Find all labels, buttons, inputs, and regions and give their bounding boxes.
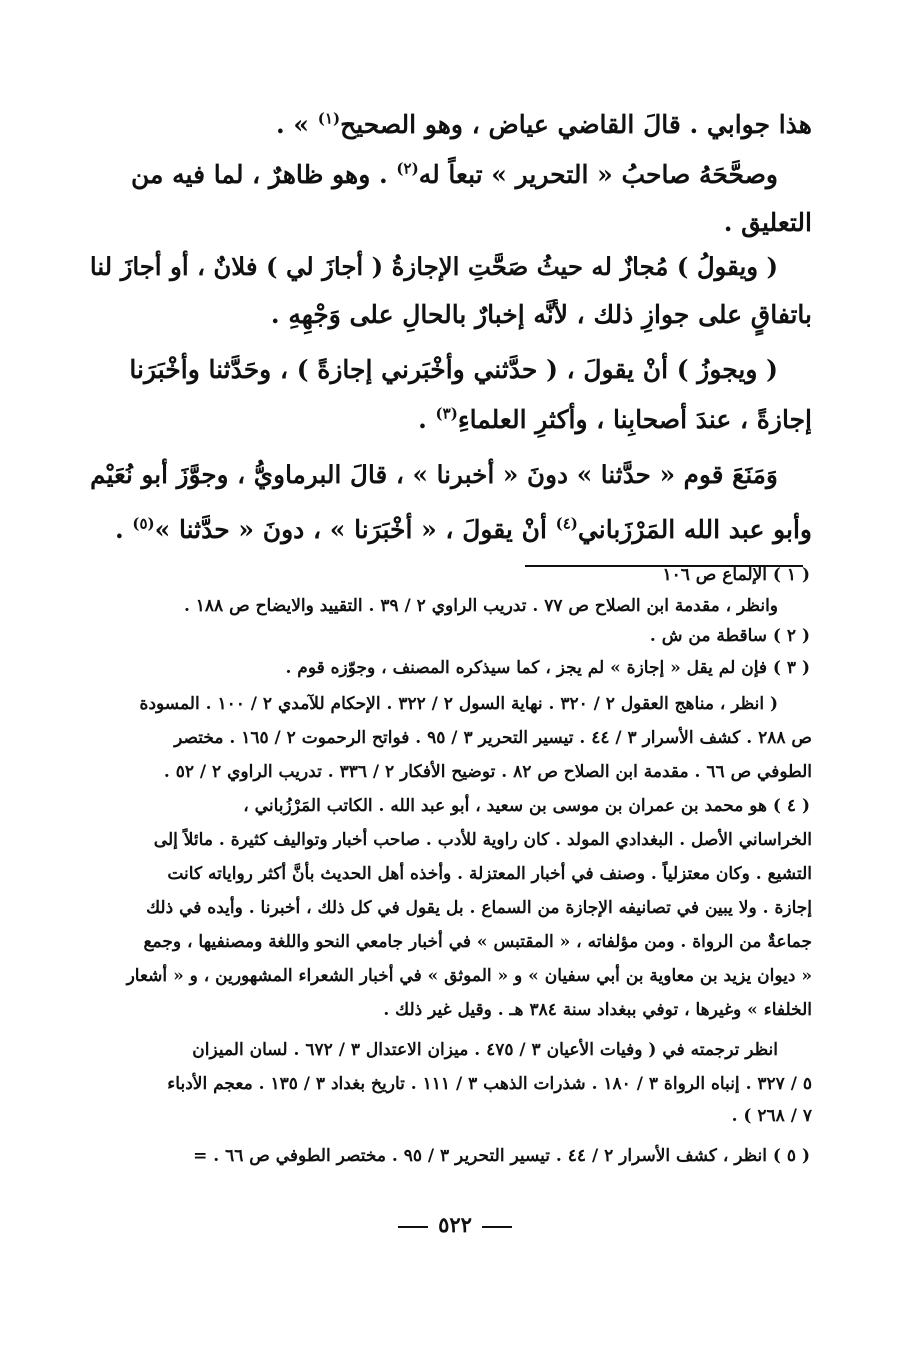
footnote-3-cont-3: الطوفي ص ٦٦ . مقدمة ابن الصلاح ص ٨٢ . توضيح الأفكار ٢ / ٣٣٦ . تدريب الراوي ٢ / ٥٢ . (163, 762, 812, 782)
main-line-6: ( ويجوزُ ) أنْ يقولَ ، ( حدَّثني وأخْبَرني إجازةً ) ، وحَدَّثنا وأخْبَرَنا (129, 355, 778, 384)
main-line-2: وصحَّحَهُ صاحبُ « التحرير » تبعاً له$^{(٢)}$ . وهو ظاهرٌ ، لما فيه من (131, 159, 778, 189)
footnote-4-cont-4: جماعةٌ من الرواة . ومن مؤلفاته ، « المقتبس » في أخبار جامعي النحو واللغة ومصنفيها ، وجمع (143, 932, 812, 952)
footnote-ref: (٣) (435, 404, 458, 423)
footnote-ref: (٥) (132, 514, 155, 533)
footnote-ref: (٢) (396, 159, 419, 178)
footnote-1: ( ١ ) الإلماع ص ١٠٦ (662, 565, 810, 585)
footnote-4: ( ٤ ) هو محمد بن عمران بن موسى بن سعيد ، أبو عبد الله . الكاتب المَرْزُباني ، (243, 796, 810, 816)
main-line-1: هذا جوابي . قالَ القاضي عياض ، وهو الصحيح$^{(١)}$ » . (276, 109, 812, 139)
footnote-ref: (١) (317, 109, 341, 128)
footnote-4-cont-6: الخلفاء » وغيرها ، توفي ببغداد سنة ٣٨٤ هـ . وقيل غير ذلك . (383, 1000, 812, 1020)
footnote-4-cont-9: ٧ / ٢٦٨ ) . (731, 1106, 812, 1126)
footnote-3-cont-2: ص ٢٨٨ . كشف الأسرار ٣ / ٤٤ . تيسير التحرير ٣ / ٩٥ . فواتح الرحموت ٢ / ١٦٥ . مختصر (174, 728, 812, 748)
footnote-3: ( ٣ ) فإن لم يقل « إجازة » لم يجز ، كما سيذكره المصنف ، وجوّزه قوم . (285, 658, 810, 678)
footnote-2: ( ٢ ) ساقطة من ش . (649, 626, 810, 646)
main-line-9: وأبو عبد الله المَرْزَباني$^{(٤)}$ أنْ يقولَ ، « أخْبَرَنا » ، دونَ « حدَّثنا »$^{(٥)}$ . (114, 514, 812, 544)
footnote-ref: (٤) (555, 514, 578, 533)
footnote-4-cont-5: « ديوان يزيد بن معاوية بن أبي سفيان » و « الموثق » في أخبار الشعراء المشهورين ، و « أشعار (126, 966, 812, 986)
footnote-4-cont-8: ٥ / ٣٢٧ . إنباه الرواة ٣ / ١٨٠ . شذرات الذهب ٣ / ١١١ . تاريخ بغداد ٣ / ١٣٥ . معجم الأدباء (167, 1074, 812, 1094)
footnote-4-cont-3: إجازة . ولا يبين في تصانيفه الإجازة من السماع . بل يقول في كل ذلك ، أخبرنا . وأيده في ذلك (146, 898, 812, 918)
footnote-1-cont: وانظر ، مقدمة ابن الصلاح ص ٧٧ . تدريب الراوي ٢ / ٣٩ . التقييد والايضاح ص ١٨٨ . (183, 596, 778, 616)
footnote-4-cont-2: التشيع . وكان معتزلياً . وصنف في أخبار المعتزلة . وأخذه أهل الحديث بأنَّ أكثر رواياته كانت (167, 864, 812, 884)
footnote-3-cont-1: ( انظر ، مناهج العقول ٢ / ٣٢٠ . نهاية السول ٢ / ٣٢٢ . الإحكام للآمدي ٢ / ١٠٠ . المسودة (139, 694, 778, 714)
footnote-5: ( ٥ ) انظر ، كشف الأسرار ٢ / ٤٤ . تيسير التحرير ٣ / ٩٥ . مختصر الطوفي ص ٦٦ . = (193, 1146, 810, 1166)
main-line-4: ( ويقولُ ) مُجازٌ له حيثُ صَحَّتِ الإجازةُ ( أجازَ لي ) فلانٌ ، أو أجازَ لنا (89, 252, 778, 281)
footnote-4-cont-1: الخراساني الأصل . البغدادي المولد . كان راوية للأدب . صاحب أخبار وتواليف كثيرة . مائلاً إلى (153, 830, 812, 850)
dash-right (398, 1226, 428, 1228)
main-line-7: إجازةً ، عندَ أصحابِنا ، وأكثرِ العلماءِ$^{(٣)}$ . (418, 404, 812, 434)
dash-left (482, 1226, 512, 1228)
main-line-8: وَمَنَعَ قوم « حدَّثنا » دونَ « أخبرنا » ، قالَ البرماويُّ ، وجوَّزَ أبو نُعَيْم (90, 460, 778, 489)
main-line-3: التعليق . (723, 208, 812, 237)
footnote-4-cont-7: انظر ترجمته في ( وفيات الأعيان ٣ / ٤٧٥ . ميزان الاعتدال ٣ / ٦٧٢ . لسان الميزان (192, 1040, 778, 1060)
page-number: ٥٢٢ (0, 1212, 910, 1237)
main-line-5: باتفاقٍ على جوازِ ذلك ، لأنَّه إخبارٌ بالحالِ على وَجْهِهِ . (270, 300, 812, 329)
